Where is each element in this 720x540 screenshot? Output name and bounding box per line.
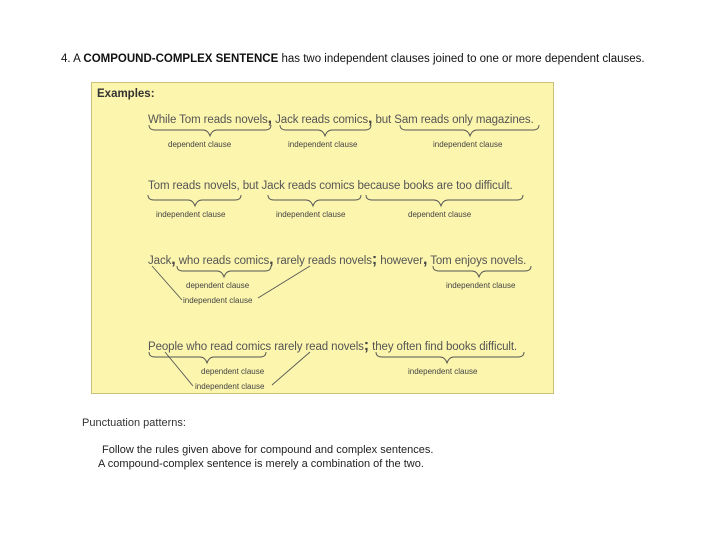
leader-ex4-rarely [272, 352, 310, 385]
brace-ex2-independent-2 [268, 195, 361, 206]
brace-ex1-independent-1 [280, 125, 371, 136]
example-3-sentence: Jack, who reads comics, rarely reads novels; however, Tom enjoys novels. [148, 251, 527, 268]
punctuation-rule-2: A compound-complex sentence is merely a combination of the two. [98, 458, 424, 470]
example-2-label-3: dependent clause [408, 210, 472, 219]
example-4-label-1: dependent clause [201, 367, 265, 376]
examples-title: Examples: [97, 88, 155, 100]
brace-ex2-independent-1 [148, 195, 241, 206]
example-3-label-3: independent clause [446, 281, 516, 290]
brace-ex4-independent-2 [376, 352, 524, 363]
example-1-label-3: independent clause [433, 140, 503, 149]
brace-ex3-independent-2 [433, 266, 531, 277]
example-3-label-1: dependent clause [186, 281, 250, 290]
brace-ex1-independent-2 [400, 125, 539, 136]
example-4-sentence: People who read comics rarely read novels; they often find books difficult. [148, 337, 518, 354]
example-2-label-1: independent clause [156, 210, 226, 219]
example-4-label-2: independent clause [195, 382, 265, 391]
leader-ex3-jack [152, 266, 182, 300]
punctuation-title: Punctuation patterns: [82, 417, 186, 429]
brace-ex3-dependent [177, 266, 271, 277]
example-1-sentence: While Tom reads novels, Jack reads comics, but Sam reads only magazines. [148, 110, 534, 127]
punctuation-rule-1: Follow the rules given above for compound and complex sentences. [102, 444, 434, 456]
example-3-label-2: independent clause [183, 296, 253, 305]
example-2-sentence: Tom reads novels, but Jack reads comics because books are too difficult. [148, 180, 513, 192]
heading-definition: has two independent clauses joined to one or more dependent clauses. [281, 53, 645, 65]
example-4-label-3: independent clause [408, 367, 478, 376]
example-1-label-2: independent clause [288, 140, 358, 149]
brace-ex2-dependent [366, 195, 523, 206]
brace-ex1-dependent [149, 125, 271, 136]
heading-number: 4. A [61, 53, 81, 65]
heading-term: COMPOUND-COMPLEX SENTENCE [83, 53, 279, 65]
example-2-label-2: independent clause [276, 210, 346, 219]
example-1-label-1: dependent clause [168, 140, 232, 149]
